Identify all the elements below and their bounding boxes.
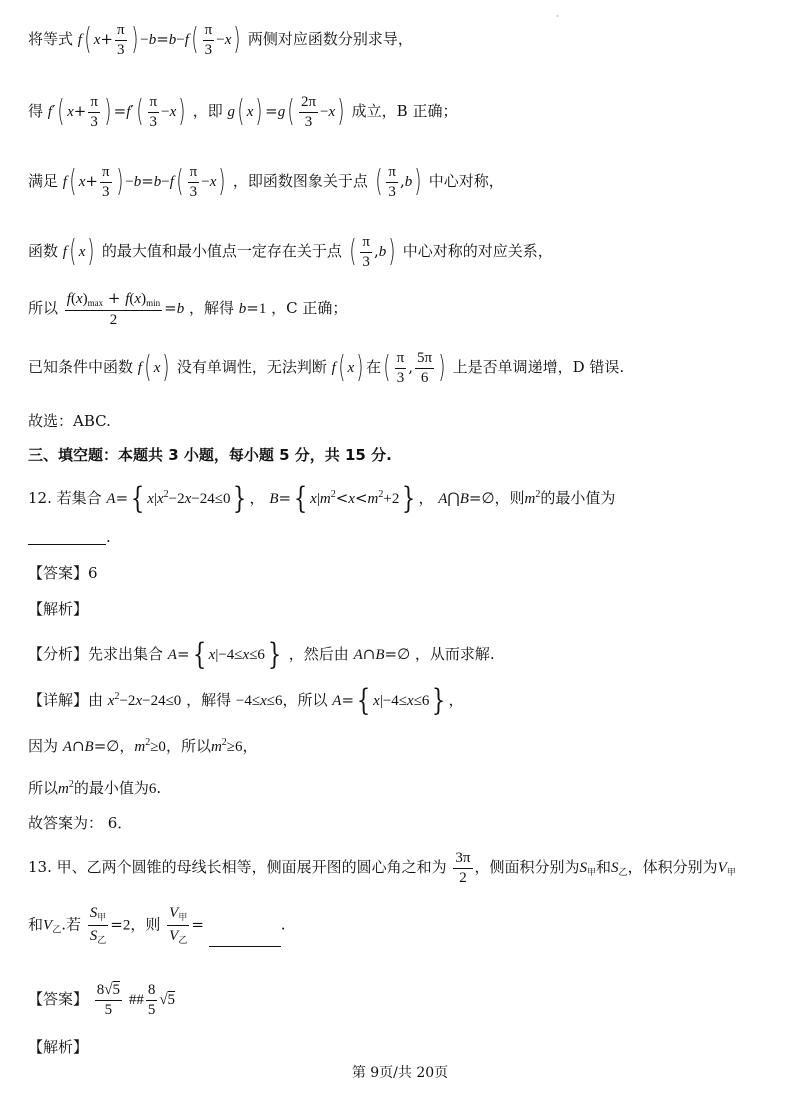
answer-blank-12[interactable]: . [28, 530, 776, 545]
answer-12: 【答案】6 [28, 564, 98, 582]
detail-text: 【详解】由 $x^2-2x-24\le 0$ ，解得 −4≤x≤6，所以 A={ x|−4≤x≤6} ， [28, 683, 464, 718]
because-line: 因为 A∩B=∅，$m^2\ge 0$，所以$m^2\ge 6$， [28, 737, 258, 755]
analysis-label-13: 【解析】 [28, 1038, 89, 1056]
line-derivative-result: 得 f′( x+ $\frac{\pi}{3}$ ) =f′( $\frac{\pi}{3}$ −x) ，即 g( x) =g( $\frac{2\pi}{3}$ −x) 成立，B 正确； [28, 94, 458, 130]
line-max-min: 函数 f( x) 的最大值和最小值点一定存在关于点 ( $\frac{\pi}{3}$ ,b) 中心对称的对应关系， [28, 234, 553, 270]
section-heading: 三、填空题：本题共 3 小题，每小题 5 分，共 15 分. [28, 446, 392, 464]
answer-blank-13[interactable] [209, 932, 281, 947]
question-13-cont: 和$V_乙$.若 $\frac{S_甲}{S_乙}$ =2，则 $\frac{V_甲}{V_乙}$ = . [28, 905, 286, 946]
line-symmetry: 满足 f( x+ $\frac{\pi}{3}$ ) −b=b−f( $\frac{\pi}{3}$ −x) ，即函数图象关于点 ( $\frac{\pi}{3}$ ,b) 中心对称， [28, 164, 504, 200]
question-13: 13. 甲、乙两个圆锥的母线长相等，侧面展开图的圆心角之和为 $\frac{3\pi}{2}$ ，侧面积分别为$S_甲$和$S_乙$，体积分别为$V_甲$ [28, 850, 736, 886]
blank-line[interactable] [28, 530, 106, 545]
final-answer-12: 故答案为： 6． [28, 814, 133, 832]
min-value-line: 所以$m^2$的最小值为6. [28, 779, 162, 797]
corner-mark: · [556, 12, 559, 21]
analysis-text: 【分析】先求出集合 A={ x|−4≤x≤6} ，然后由 A∩B=∅ ，从而求解. [28, 637, 495, 672]
answer-choice: 故选：ABC. [28, 412, 111, 430]
page-footer: 第 9页/共 20页 [351, 1065, 449, 1081]
question-12: 12. 若集合 A={ $x|x^2-2x-24\le 0$} ， B={ $x|m^2<x<m^2+2$} ， A⋂B=∅，则$m^2$的最小值为 [28, 481, 616, 516]
analysis-label: 【解析】 [28, 600, 89, 618]
line-derivative-intro: 将等式 f( x+ $\frac{\pi}{3}$ ) −b=b−f( $\frac{\pi}{3}$ −x) 两侧对应函数分别求导， [28, 22, 413, 58]
line-monotonic: 已知条件中函数 f( x) 没有单调性，无法判断 f( x) 在( $\frac{\pi}{3}$ , $\frac{5\pi}{6}$ ) 上是否单调递增，D 错误. [28, 350, 625, 386]
line-solve-b: 所以 $\frac{f(x)_{max} + f(x)_{min}}{2}$ =b ，解得 b=1 ，C 正确； [28, 289, 348, 328]
answer-13: 【答案】 $\frac{8√5}{5}$ ## $\frac{8}{5}$ √5 [28, 982, 176, 1018]
